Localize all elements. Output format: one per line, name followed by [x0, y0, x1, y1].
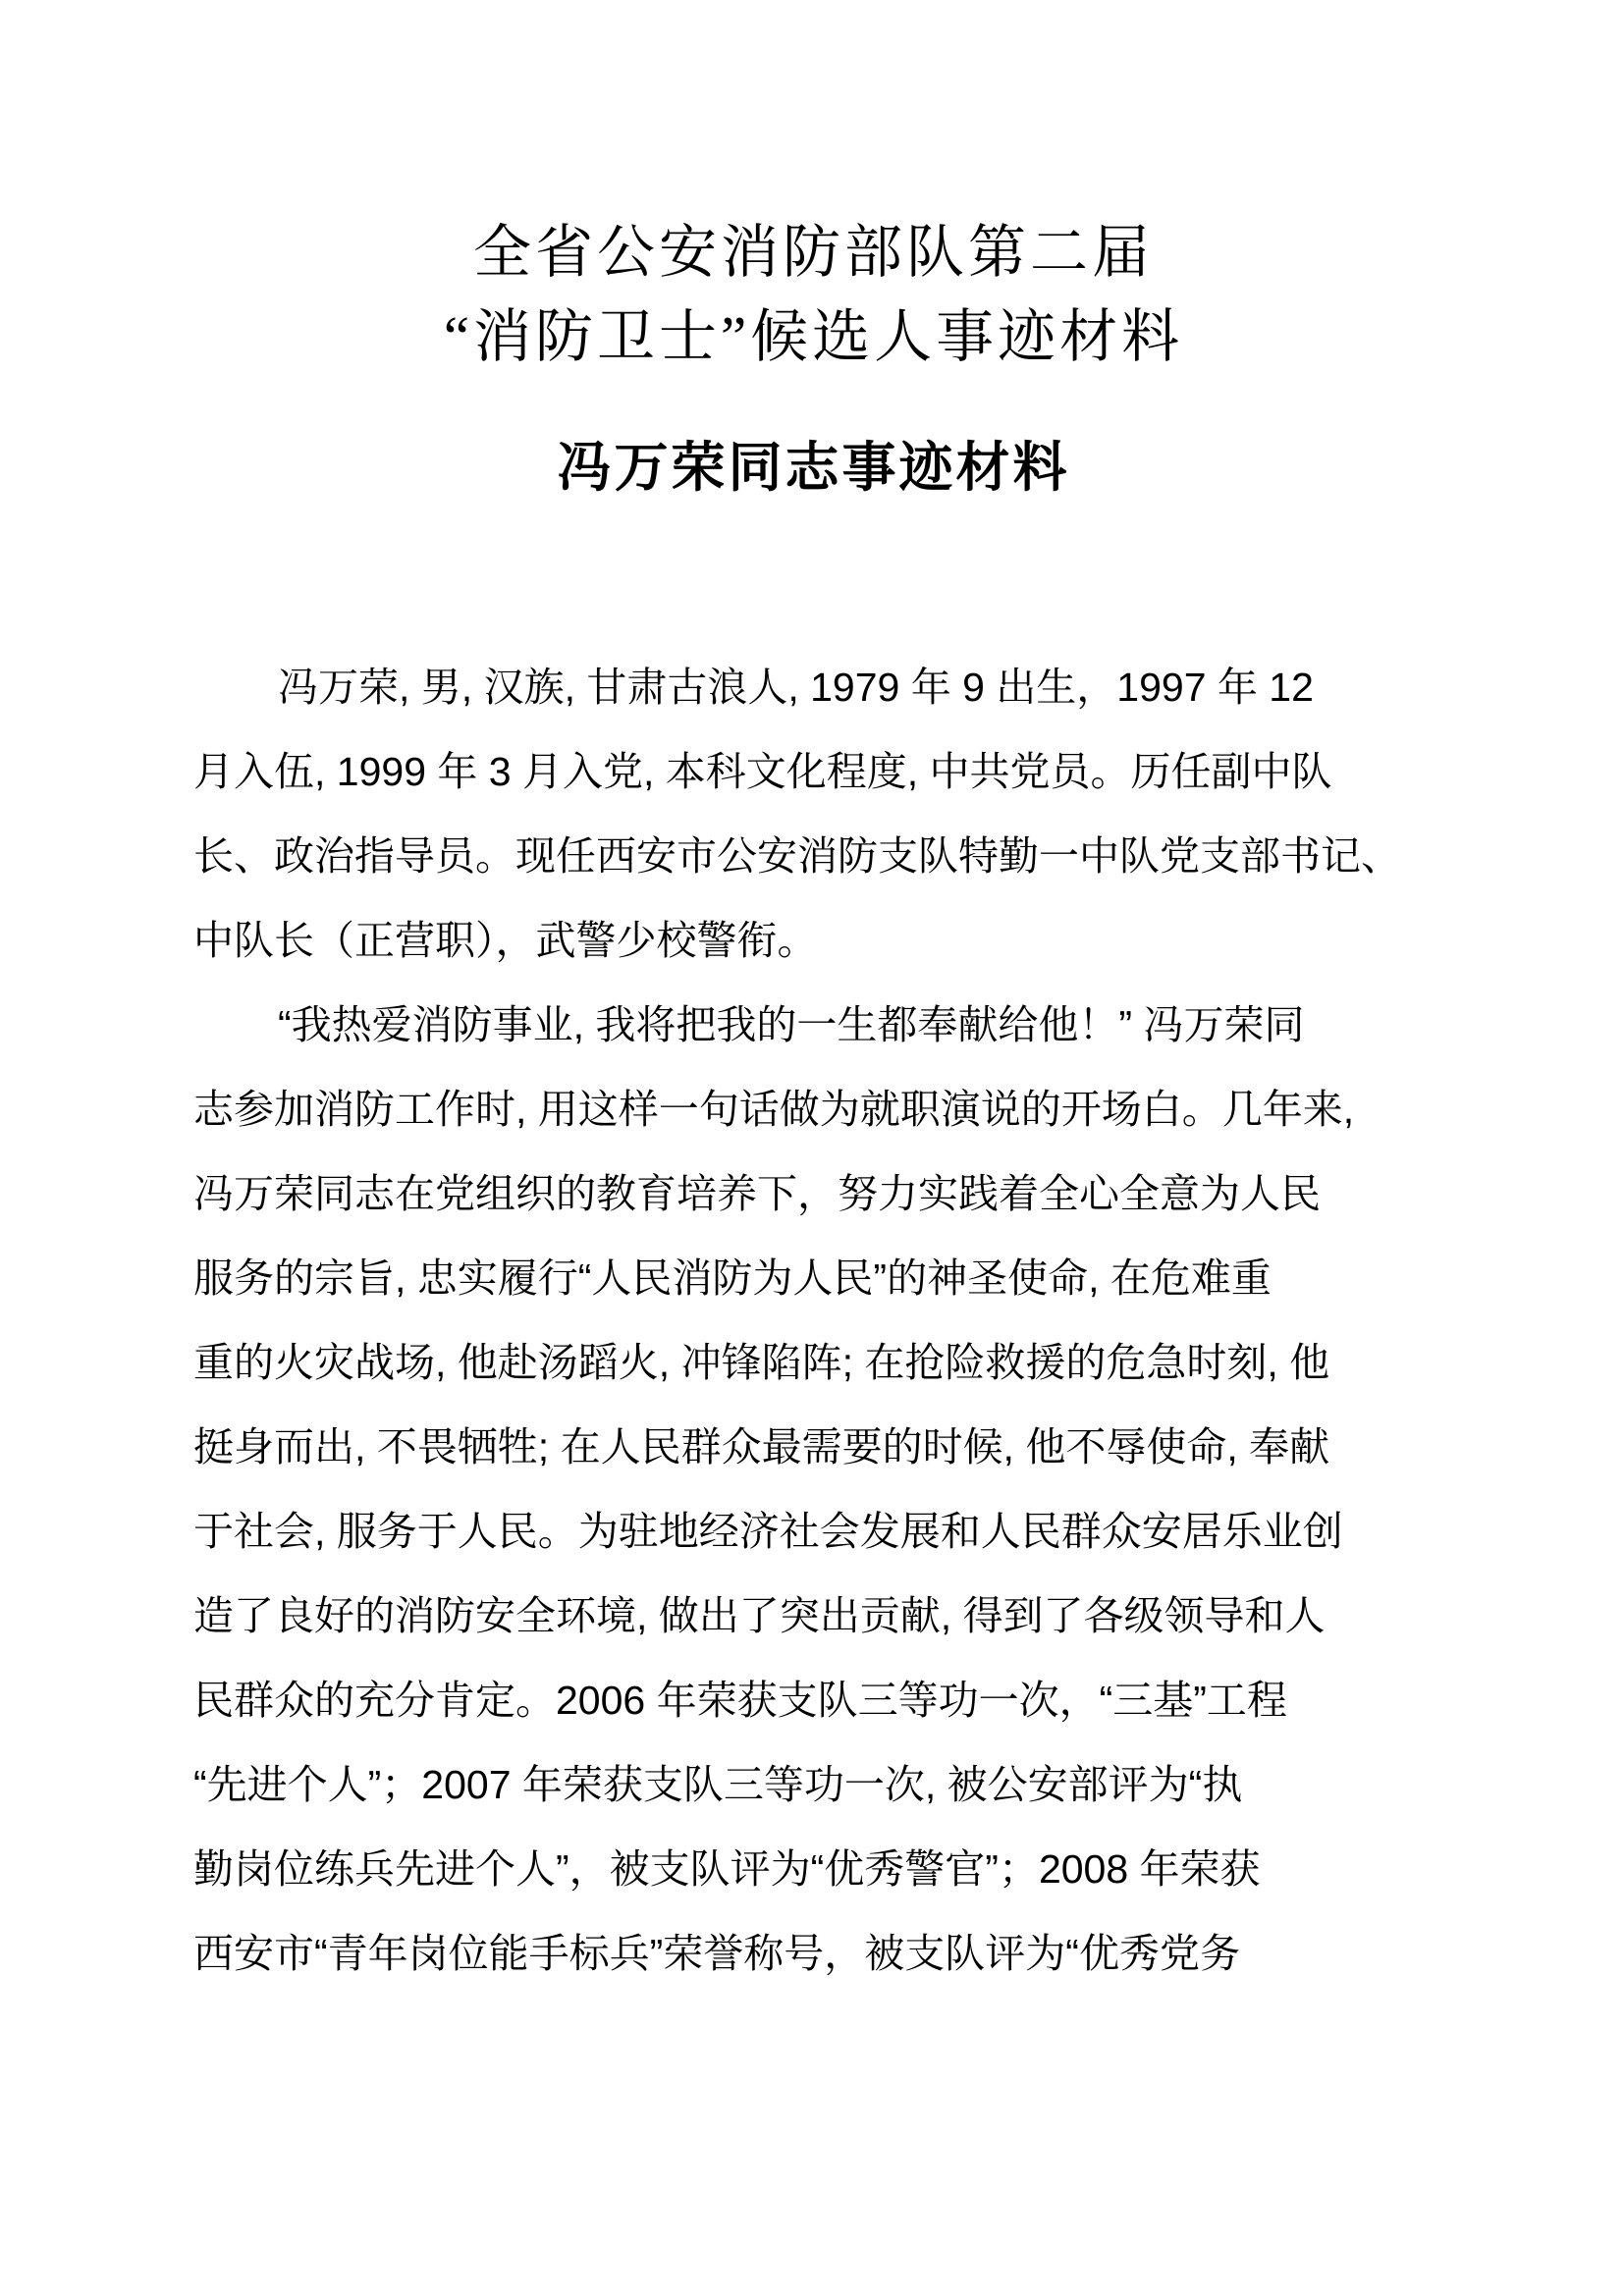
body-line: 民群众的充分肯定。2006 年荣获支队三等功一次，“三基”工程 — [193, 1678, 1287, 1723]
body-line: 挺身而出, 不畏牺牲; 在人民群众最需要的时候, 他不辱使命, 奉献 — [193, 1424, 1330, 1469]
body-line: 于社会, 服务于人民。为驻地经济社会发展和人民群众安居乐业创 — [193, 1509, 1343, 1554]
body-line: 服务的宗旨, 忠实履行“人民消防为人民”的神圣使命, 在危难重 — [193, 1255, 1272, 1301]
body-line: 中队长（正营职），武警少校警衔。 — [193, 918, 818, 963]
document-title — [193, 210, 1434, 379]
body-line: 重的火灾战场, 他赴汤蹈火, 冲锋陷阵; 在抢险救援的危急时刻, 他 — [193, 1340, 1330, 1385]
title-line-2: “消防卫士”候选人事迹材料 — [443, 304, 1184, 369]
body-line: 西安市“青年岗位能手标兵”荣誉称号，被支队评为“优秀党务 — [193, 1931, 1240, 1976]
body-line: 长、政治指导员。现任西安市公安消防支队特勤一中队党支部书记、 — [193, 833, 1401, 879]
body-line: “我热爱消防事业, 我将把我的一生都奉献给他！” 冯万荣同 — [278, 1002, 1305, 1047]
document-subtitle: 冯万荣同志事迹材料 — [557, 438, 1070, 498]
body-line: 志参加消防工作时, 用这样一句话做为就职演说的开场白。几年来, — [193, 1087, 1355, 1132]
body-line: 冯万荣同志在党组织的教育培养下，努力实践着全心全意为人民 — [193, 1171, 1321, 1216]
title-line-1: 全省公安消防部队第二届 — [472, 220, 1154, 285]
body-line: 造了良好的消防安全环境, 做出了突出贡献, 得到了各级领导和人 — [193, 1593, 1326, 1638]
body-line: 月入伍, 1999 年 3 月入党, 本科文化程度, 中共党员。历任副中队 — [193, 749, 1332, 794]
body-line: 冯万荣, 男, 汉族, 甘肃古浪人, 1979 年 9 出生，1997 年 12 — [278, 665, 1314, 710]
document-body — [193, 645, 1438, 1996]
body-line: “先进个人”；2007 年荣获支队三等功一次, 被公安部评为“执 — [193, 1762, 1243, 1807]
body-line: 勤岗位练兵先进个人”，被支队评为“优秀警官”；2008 年荣获 — [193, 1846, 1261, 1892]
